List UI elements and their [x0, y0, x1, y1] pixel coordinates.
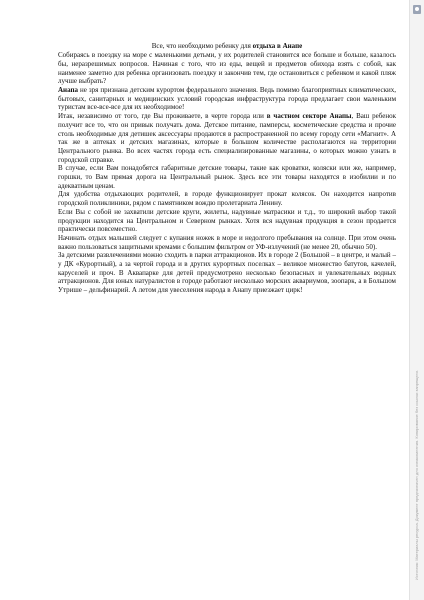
paragraph-text: не зря признана детским курортом федерального значения. Ведь помимо благоприятных климатических, бытовых, санитарных и медицинских условий городская инфраструктура города предлагает свои маленьким туристам все-все-все для их необходимое! — [58, 86, 396, 112]
title-prefix: Все, что необходимо ребенку для — [151, 42, 253, 50]
paragraph — [58, 86, 396, 112]
paragraph — [58, 112, 396, 164]
paragraph: Собираясь в поездку на море с маленькими детьми, у их родителей становится все больше и больше, казалось бы, неразрешимых вопросов. Начиная с того, что из еды, вещей и предметов обихода взять с собой, как наименее заметно для ребенка организовать поездку и закончив тем, где остановиться с ребенком и какой пляж лучше выбрать? — [58, 51, 396, 86]
bold-text: Анапа — [58, 86, 79, 95]
paragraph: Начинать отдых малышей следует с купания ножек в море и недолгого пребывания на солнце. При этом очень важно пользоваться защитными кремами с большим фильтром от УФ-излучений (не менее 20, обычно 50). — [58, 233, 396, 251]
paragraph: В случае, если Вам понадобятся габаритные детские товары, такие как кроватки, коляски или же, например, горшки, то Вам прямая дорога на Центральный рынок. Здесь все эти товары находятся в изобилии и по адекватным ценам. — [58, 164, 396, 190]
paragraph-text: , Ваш ребенок получит все то, что он привык получать дома. Детское питание, памперсы, косметические средства и прочие столь необходимые для детишек аксессуары продаются в распространенной по всему городу сети «Магнит». А так же в аптеках и детских магазинах, которые в большом количестве располагаются на территории Центрального рынка. Во всех частях города есть специализированные магазины, о которых можно узнать в городской справке. — [58, 112, 397, 164]
document-body — [58, 42, 396, 295]
paragraph-text: Итак, независимо от того, где Вы проживаете, в черте города или — [58, 112, 267, 121]
bold-text: в частном секторе Анапы — [266, 112, 352, 121]
sidebar-watermark: Источник: Материалы ресурса. Документ предназначен для ознакомления. Копирование без ссылки запрещено. — [414, 369, 419, 580]
document-icon — [413, 5, 421, 14]
document-title — [58, 42, 396, 51]
paragraph: За детскими развлечениями можно сходить в парки аттракционов. Их в городе 2 (Большой – в центре, и малый – у ДК «Курортный), а за чертой города и в других курортных поселках – великое множество батутов, качелей, каруселей и проч. В Аквапарке для детей предусмотрено несколько безопасных и увлекательных водных аттракционов. Для юных натуралистов в городе работают несколько морских аквариумов, зоопарк, а в Большом Утрише – дельфинарий. А летом для увеселения народа в Анапу приезжает цирк! — [58, 251, 396, 295]
paragraph: Если Вы с собой не захватили детские круги, жилеты, надувные матрасики и т.д., то широкий выбор такой продукции находится на Центральном и Северном рынках. Хотя вся надувная продукция в сезон продается практически повсеместно. — [58, 207, 396, 234]
right-sidebar — [409, 0, 424, 600]
paragraph: Для удобства отдыхающих родителей, в городе функционирует прокат колясок. Он находится напротив городской поликлиники, рядом с памятником вождю пролетариата Ленину. — [58, 190, 396, 208]
title-bold: отдыха в Анапе — [252, 42, 303, 50]
